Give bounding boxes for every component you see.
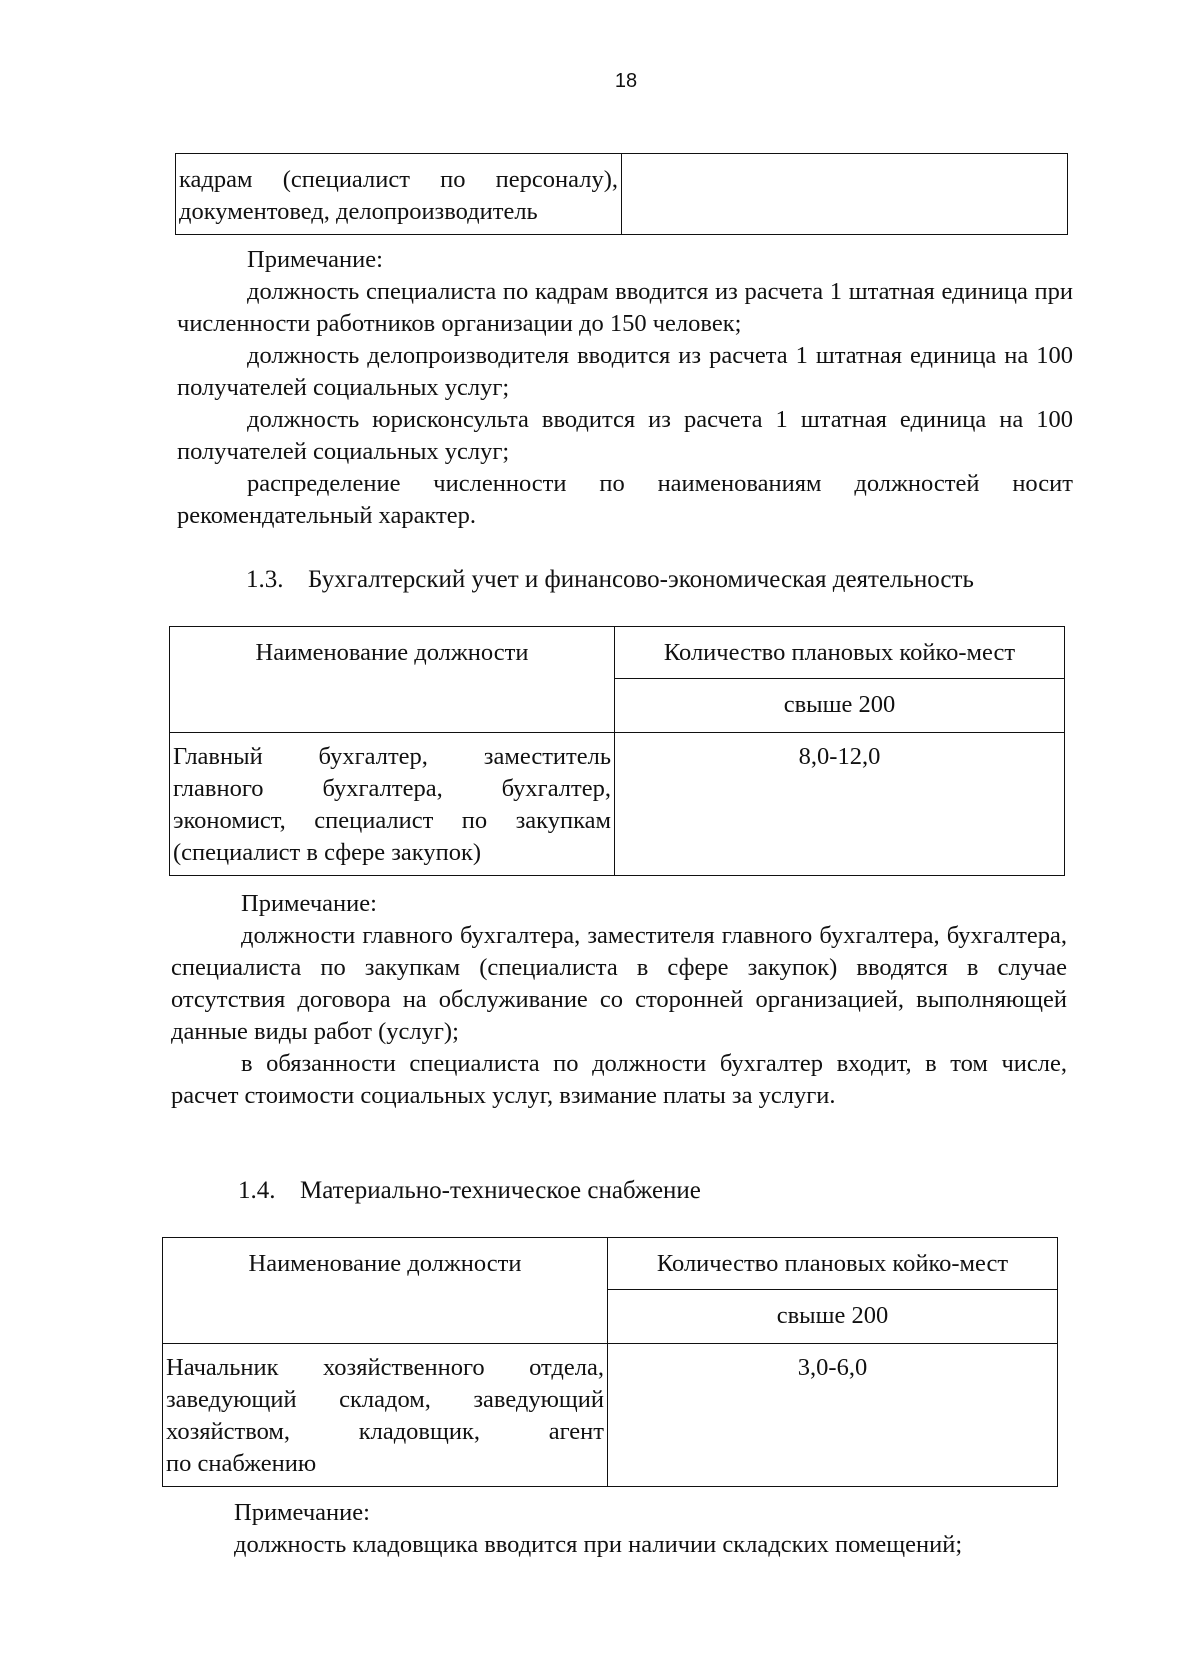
column-header-position: Наименование должности	[170, 627, 615, 733]
section-number: 1.3.	[246, 566, 284, 593]
cell-line: документовед, делопроизводитель	[179, 198, 538, 225]
note-title: Примечание:	[241, 890, 377, 917]
note-paragraph: распределение численности по наименованиям должностей носит рекомендательный характер.	[177, 470, 1073, 529]
value-cell	[622, 154, 1068, 235]
table-header-row	[163, 1238, 1058, 1290]
staffing-table-1-4	[162, 1237, 1058, 1487]
cell-line: экономист, специалист по закупкам	[173, 807, 611, 834]
section-heading-1-4	[238, 1175, 701, 1207]
table-row	[170, 733, 1065, 876]
note-title: Примечание:	[234, 1499, 370, 1526]
value-cell: 3,0-6,0	[608, 1344, 1058, 1487]
column-subheader-beds: свыше 200	[608, 1290, 1058, 1344]
section-heading-1-3	[246, 564, 974, 596]
table-row	[163, 1344, 1058, 1487]
table-header-row	[170, 627, 1065, 679]
note-paragraph: должность делопроизводителя вводится из расчета 1 штатная единица на 100 получателей социальных услуг;	[177, 342, 1073, 401]
note-block-1-3	[171, 888, 1067, 1112]
note-paragraph: в обязанности специалиста по должности бухгалтер входит, в том числе, расчет стоимости социальных услуг, взимание платы за услуги.	[171, 1050, 1067, 1109]
note-paragraph: должность юрисконсульта вводится из расчета 1 штатная единица на 100 получателей социальных услуг;	[177, 406, 1073, 465]
continuation-table	[175, 153, 1068, 235]
cell-line: Главный бухгалтер, заместитель	[173, 743, 611, 770]
staffing-table-1-3	[169, 626, 1065, 876]
note-paragraph: должность кладовщика вводится при наличии складских помещений;	[234, 1531, 963, 1558]
table-row	[176, 154, 1068, 235]
column-header-position: Наименование должности	[163, 1238, 608, 1344]
cell-line: заведующий складом, заведующий	[166, 1386, 604, 1413]
column-subheader-beds: свыше 200	[615, 679, 1065, 733]
page-number: 18	[614, 70, 638, 92]
cell-line: главного бухгалтера, бухгалтер,	[173, 775, 611, 802]
section-title: Материально-техническое снабжение	[300, 1177, 701, 1204]
position-cell	[170, 733, 615, 876]
note-block-1	[177, 244, 1073, 532]
note-paragraph: должности главного бухгалтера, заместителя главного бухгалтера, бухгалтера, специалиста по закупкам (специалиста в сфере закупок) вводятся в случае отсутствия договора на обслуживание со сторонней организацией, выполняющей данные виды работ (услуг);	[171, 922, 1067, 1045]
section-number: 1.4.	[238, 1177, 276, 1204]
note-paragraph: должность специалиста по кадрам вводится из расчета 1 штатная единица при численности работников организации до 150 человек;	[177, 278, 1073, 337]
cell-line: по снабжению	[166, 1450, 317, 1477]
cell-line: Начальник хозяйственного отдела,	[166, 1354, 604, 1381]
table-1-4-block	[162, 1237, 1058, 1487]
section-title: Бухгалтерский учет и финансово-экономическая деятельность	[308, 566, 974, 593]
cell-line: хозяйством, кладовщик, агент	[166, 1418, 604, 1445]
table-1-3-block	[169, 626, 1065, 876]
top-table-block	[175, 153, 1068, 235]
cell-line: кадрам (специалист по персоналу),	[179, 166, 618, 193]
note-block-1-4	[164, 1497, 1060, 1561]
column-header-beds: Количество плановых койко-мест	[615, 627, 1065, 679]
column-header-beds: Количество плановых койко-мест	[608, 1238, 1058, 1290]
position-cell	[163, 1344, 608, 1487]
position-cell	[176, 154, 622, 235]
cell-line: (специалист в сфере закупок)	[173, 839, 482, 866]
value-cell: 8,0-12,0	[615, 733, 1065, 876]
note-title: Примечание:	[247, 246, 383, 273]
